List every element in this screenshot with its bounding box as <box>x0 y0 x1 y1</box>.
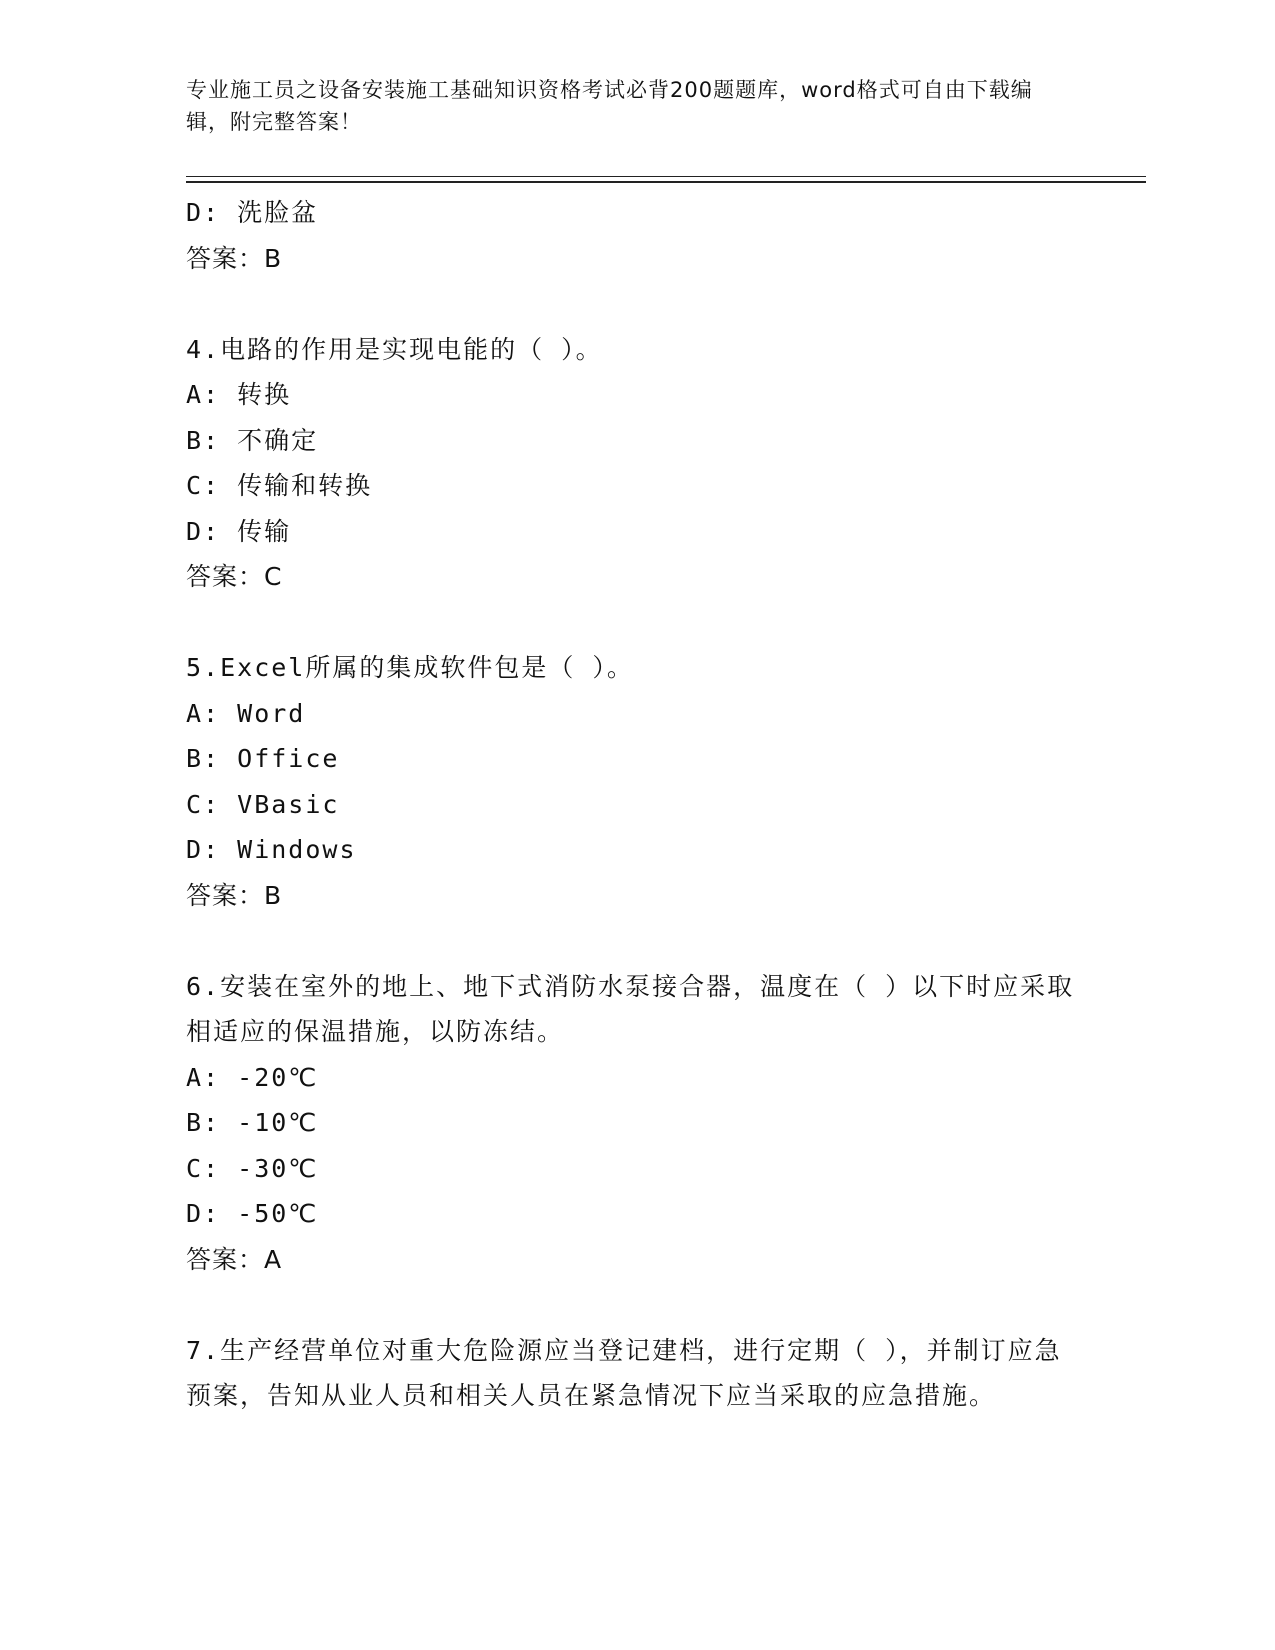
option-c: C: VBasic <box>186 789 340 819</box>
option-c: C: 传输和转换 <box>186 471 373 500</box>
question-text: 7.生产经营单位对重大危险源应当登记建档，进行定期（ ），并制订应急预案，告知从业人员和相关人员在紧急情况下应当采取的应急措施。 <box>186 1335 1062 1410</box>
option-d: D: Windows <box>186 835 357 864</box>
question-content <box>186 190 1086 1419</box>
header-rule-thin <box>186 176 1146 177</box>
answer: 答案：C <box>186 562 283 591</box>
question-block <box>186 645 1086 918</box>
option-d: D: 洗脸盆 <box>186 198 319 227</box>
option-a: A: -20℃ <box>186 1062 319 1092</box>
question-text: 4.电路的作用是实现电能的（ ）。 <box>186 334 603 364</box>
question-block <box>186 964 1086 1283</box>
question-text: 6.安装在室外的地上、地下式消防水泵接合器，温度在（ ）以下时应采取相适应的保温措施，以防冻结。 <box>186 971 1075 1046</box>
question-text: 5.Excel所属的集成软件包是（ ）。 <box>186 653 634 682</box>
page-header: 专业施工员之设备安装施工基础知识资格考试必背200题题库，word格式可自由下载编辑，附完整答案！ <box>186 78 1033 134</box>
option-c: C: -30℃ <box>186 1153 319 1183</box>
question-block <box>186 327 1086 600</box>
option-d: D: -50℃ <box>186 1199 319 1228</box>
option-b: B: Office <box>186 744 340 773</box>
option-a: A: Word <box>186 698 306 728</box>
answer: 答案：B <box>186 243 283 273</box>
option-b: B: 不确定 <box>186 425 319 455</box>
header-rule-thick <box>186 181 1146 183</box>
option-d: D: 传输 <box>186 516 292 546</box>
question-block <box>186 1328 1086 1419</box>
option-b: B: -10℃ <box>186 1108 319 1137</box>
option-a: A: 转换 <box>186 380 292 409</box>
answer: 答案：B <box>186 880 283 910</box>
answer: 答案：A <box>186 1244 283 1274</box>
